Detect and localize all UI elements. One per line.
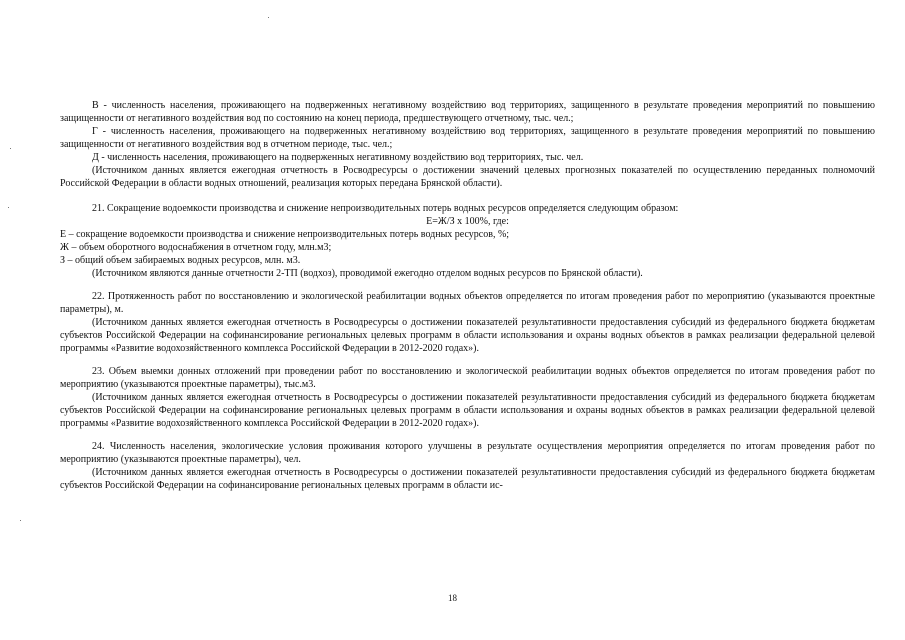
paragraph-24-source: (Источником данных является ежегодная отчетность в Росводресурсы о достижении показателей результативности предоставления субсидий из федерального бюджета бюджетам субъектов Российской Федерации на софинансирование региональных целевых программ в области ис- (60, 467, 875, 491)
paragraph-23: 23. Объем выемки донных отложений при проведении работ по восстановлению и экологической реабилитации водных объектов определяется по итогам проведения работ по мероприятию (указываются проектные параметры), тыс.м3. (60, 366, 875, 390)
paragraph-21-zh: Ж – объем оборотного водоснабжения в отчетном году, млн.м3; (60, 242, 332, 253)
formula-21: Е=Ж/З х 100%, где: (426, 216, 509, 227)
paragraph-21-e: Е – сокращение водоемкости производства и снижение непроизводительных потерь водных ресурсов, %; (60, 229, 510, 240)
scan-speck (268, 17, 269, 18)
document-page (60, 99, 875, 492)
paragraph-v: В - численность населения, проживающего на подверженных негативному воздействию вод территориях, защищенного в результате проведения мероприятий по повышению защищенности от негативного воздействия вод по состоянию на конец периода, предшествующего отчетному, тыс. чел.; (60, 100, 875, 124)
paragraph-22-source: (Источником данных является ежегодная отчетность в Росводресурсы о достижении показателей результативности предоставления субсидий из федерального бюджета бюджетам субъектов Российской Федерации на софинансирование региональных целевых программ в области использования и охраны водных объектов в рамках реализации федеральной целевой программы «Развитие водохозяйственного комплекса Российской Федерации в 2012-2020 годах»). (60, 317, 875, 354)
paragraph-23-source: (Источником данных является ежегодная отчетность в Росводресурсы о достижении показателей результативности предоставления субсидий из федерального бюджета бюджетам субъектов Российской Федерации на софинансирование региональных целевых программ в области использования и охраны водных объектов в рамках реализации федеральной целевой программы «Развитие водохозяйственного комплекса Российской Федерации в 2012-2020 годах»). (60, 392, 875, 429)
scan-speck (8, 207, 9, 208)
paragraph-24: 24. Численность населения, экологические условия проживания которого улучшены в результате осуществления мероприятия определяется по итогам проведения работ по мероприятию (указываются проектные параметры), чел. (60, 441, 875, 465)
paragraph-d: Д - численность населения, проживающего на подверженных негативному воздействию вод территориях, тыс. чел. (92, 152, 584, 163)
paragraph-21: 21. Сокращение водоемкости производства и снижение непроизводительных потерь водных ресурсов определяется следующим образом: (92, 203, 679, 214)
paragraph-g: Г - численность населения, проживающего на подверженных негативному воздействию вод территориях, защищенного в результате проведения мероприятий по повышению защищенности от негативного воздействия вод в отчетном периоде, тыс. чел.; (60, 126, 875, 150)
paragraph-source-1: (Источником данных является ежегодная отчетность в Росводресурсы о достижении значений целевых прогнозных показателей по осуществлению переданных полномочий Российской Федерации в области водных отношений, реализация которых передана Брянской области). (60, 165, 875, 189)
scan-speck (20, 520, 21, 521)
page-number: 18 (448, 593, 457, 603)
paragraph-21-z: З – общий объем забираемых водных ресурсов, млн. м3. (60, 255, 301, 266)
scan-speck (10, 148, 11, 149)
paragraph-22: 22. Протяженность работ по восстановлению и экологической реабилитации водных объектов определяется по итогам проведения работ по мероприятию (указываются проектные параметры), м. (60, 291, 875, 315)
paragraph-21-source: (Источником являются данные отчетности 2-ТП (водхоз), проводимой ежегодно отделом водных ресурсов по Брянской области). (92, 268, 643, 279)
